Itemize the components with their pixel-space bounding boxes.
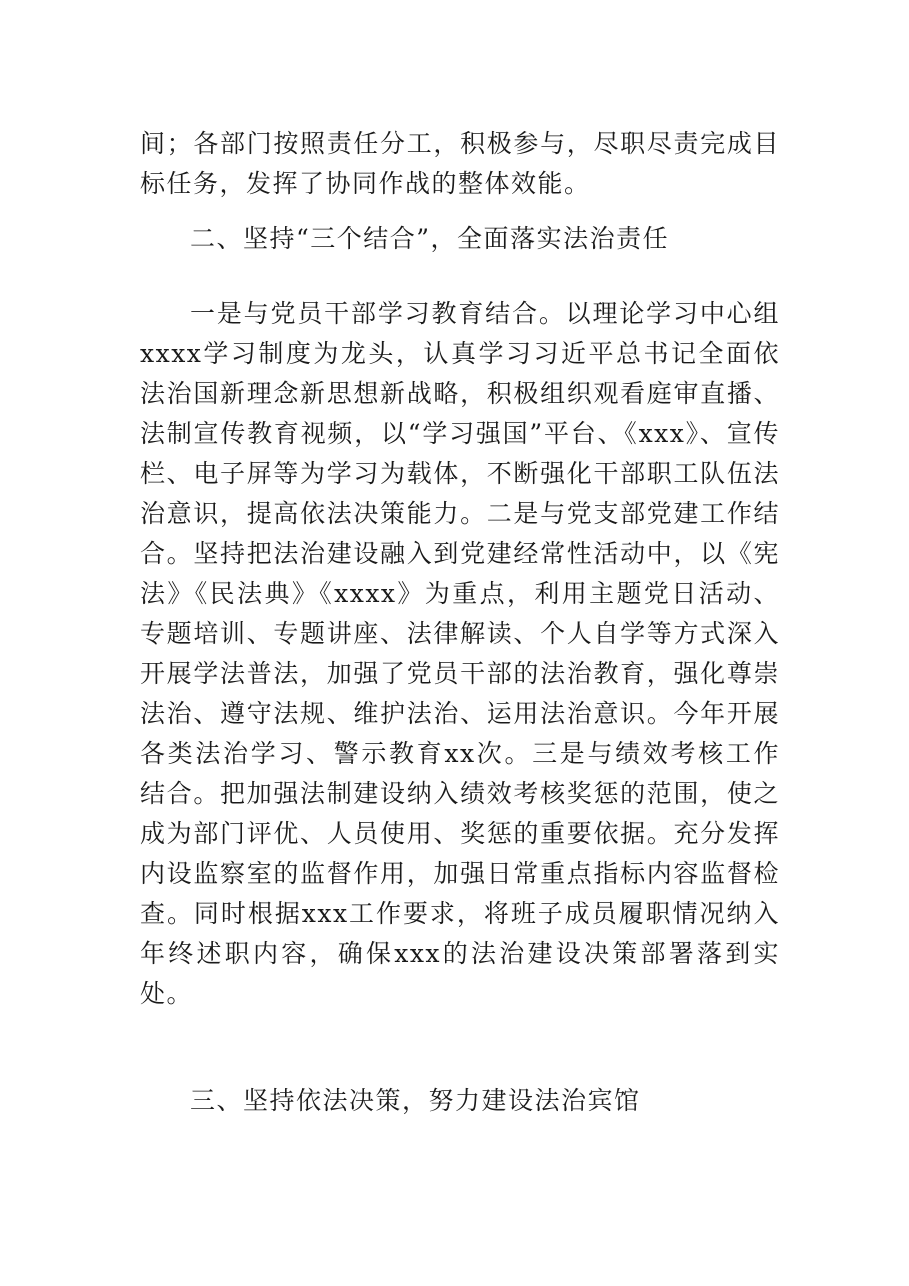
continuation-paragraph: 间；各部门按照责任分工，积极参与，尽职尽责完成目标任务，发挥了协同作战的整体效能。	[140, 129, 780, 198]
section-heading-2-block	[140, 219, 780, 259]
main-body-block	[140, 294, 780, 1014]
section-heading-3-block	[140, 1081, 780, 1121]
main-paragraph: 一是与党员干部学习教育结合。以理论学习中心组xxxx学习制度为龙头，认真学习习近平总书记全面依法治国新理念新思想新战略，积极组织观看庭审直播、法制宣传教育视频，以“学习强国”平台、《xxx》、宣传栏、电子屏等为学习为载体，不断强化干部职工队伍法治意识，提高依法决策能力。二是与党支部党建工作结合。坚持把法治建设融入到党建经常性活动中，以《宪法》《民法典》《xxxx》为重点，利用主题党日活动、专题培训、专题讲座、法律解读、个人自学等方式深入开展学法普法，加强了党员干部的法治教育，强化尊崇法治、遵守法规、维护法治、运用法治意识。今年开展各类法治学习、警示教育xx次。三是与绩效考核工作结合。把加强法制建设纳入绩效考核奖惩的范围，使之成为部门评优、人员使用、奖惩的重要依据。充分发挥内设监察室的监督作用，加强日常重点指标内容监督检查。同时根据xxx工作要求，将班子成员履职情况纳入年终述职内容，确保xxx的法治建设决策部署落到实处。	[140, 299, 780, 1008]
section-heading-2: 二、坚持“三个结合”，全面落实法治责任	[190, 224, 670, 253]
continuation-block	[140, 124, 780, 204]
section-heading-3: 三、坚持依法决策，努力建设法治宾馆	[190, 1086, 641, 1115]
